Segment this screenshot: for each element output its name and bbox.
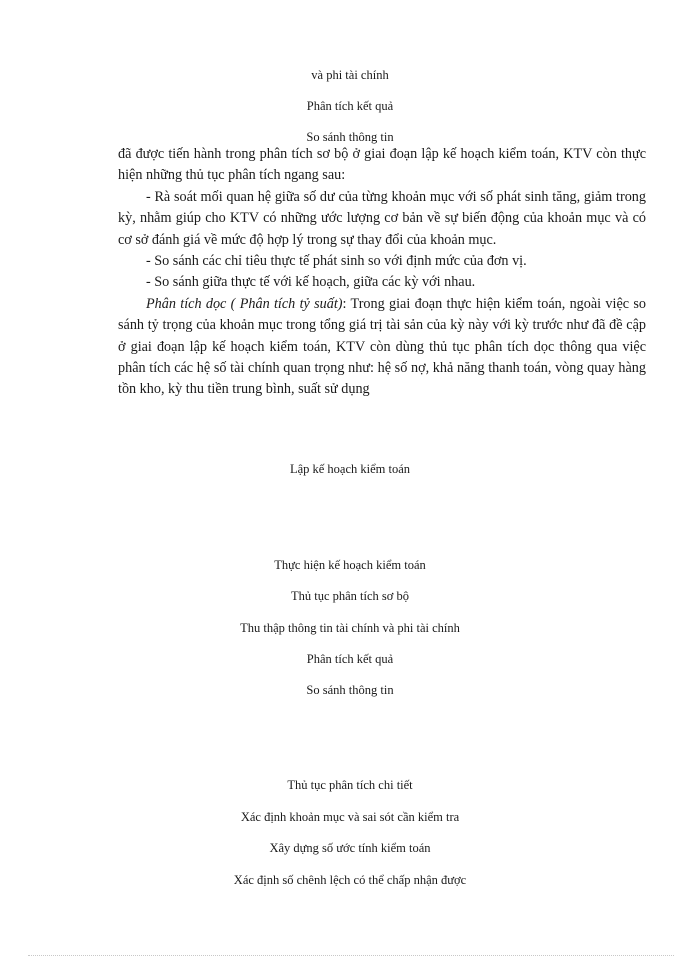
diagram-estimate: Xây dựng số ước tính kiểm toán bbox=[269, 841, 431, 855]
diagram-compare: So sánh thông tin bbox=[306, 683, 394, 697]
diagram-top-line-3: So sánh thông tin bbox=[306, 130, 394, 144]
diagram-preliminary: Thủ tục phân tích sơ bộ bbox=[290, 589, 410, 603]
bullet-review-balances: - Rà soát mối quan hệ giữa số dư của từng khoản mục với số phát sinh tăng, giảm trong kỳ, nhằm giúp cho KTV có những ước lượng cơ bản về sự biến động của khoản mục và có cơ sở đánh giá về mức độ hợp lý trong sự thay đổi của khoản mục. bbox=[118, 188, 646, 248]
diagram-execute: Thực hiện kế hoạch kiểm toán bbox=[274, 558, 426, 572]
diagram-detail: Thủ tục phân tích chi tiết bbox=[287, 778, 413, 792]
page-bottom-rule bbox=[28, 955, 674, 956]
body-text bbox=[118, 144, 646, 401]
diagram-identify: Xác định khoản mục và sai sót cần kiểm tra bbox=[240, 810, 460, 824]
paragraph-vertical-analysis bbox=[118, 294, 646, 401]
diagram-analyze: Phân tích kết quả bbox=[306, 652, 394, 666]
diagram-top-line-2: Phân tích kết quả bbox=[306, 99, 394, 113]
diagram-difference: Xác định số chênh lệch có thể chấp nhận được bbox=[233, 873, 467, 887]
diagram-plan: Lập kế hoạch kiểm toán bbox=[289, 462, 411, 476]
bullet-compare-plan: - So sánh giữa thực tế với kế hoạch, giữa các kỳ với nhau. bbox=[146, 274, 476, 291]
paragraph-continuation: đã được tiến hành trong phân tích sơ bộ ở giai đoạn lập kế hoạch kiểm toán, KTV còn thực hiện những thủ tục phân tích ngang sau: bbox=[118, 146, 646, 184]
bullet-compare-norms: - So sánh các chỉ tiêu thực tế phát sinh so với định mức của đơn vị. bbox=[146, 253, 527, 270]
vertical-analysis-text: : Trong giai đoạn thực hiện kiểm toán, ngoài việc so sánh tỷ trọng của khoản mục trong tổng giá trị tài sản của kỳ này với kỳ trước như đã đề cập ở giai đoạn lập kế hoạch kiểm toán, KTV còn dùng thủ tục phân tích dọc thông qua việc phân tích các hệ số tài chính quan trọng như: hệ số nợ, khả năng thanh toán, vòng quay hàng tồn kho, kỳ thu tiền trung bình, suất sử dụng bbox=[118, 295, 646, 398]
diagram-top-line-1: và phi tài chính bbox=[311, 68, 389, 82]
vertical-analysis-heading: Phân tích dọc ( Phân tích tỷ suất) bbox=[146, 295, 343, 312]
diagram-collect: Thu thập thông tin tài chính và phi tài chính bbox=[240, 621, 460, 635]
